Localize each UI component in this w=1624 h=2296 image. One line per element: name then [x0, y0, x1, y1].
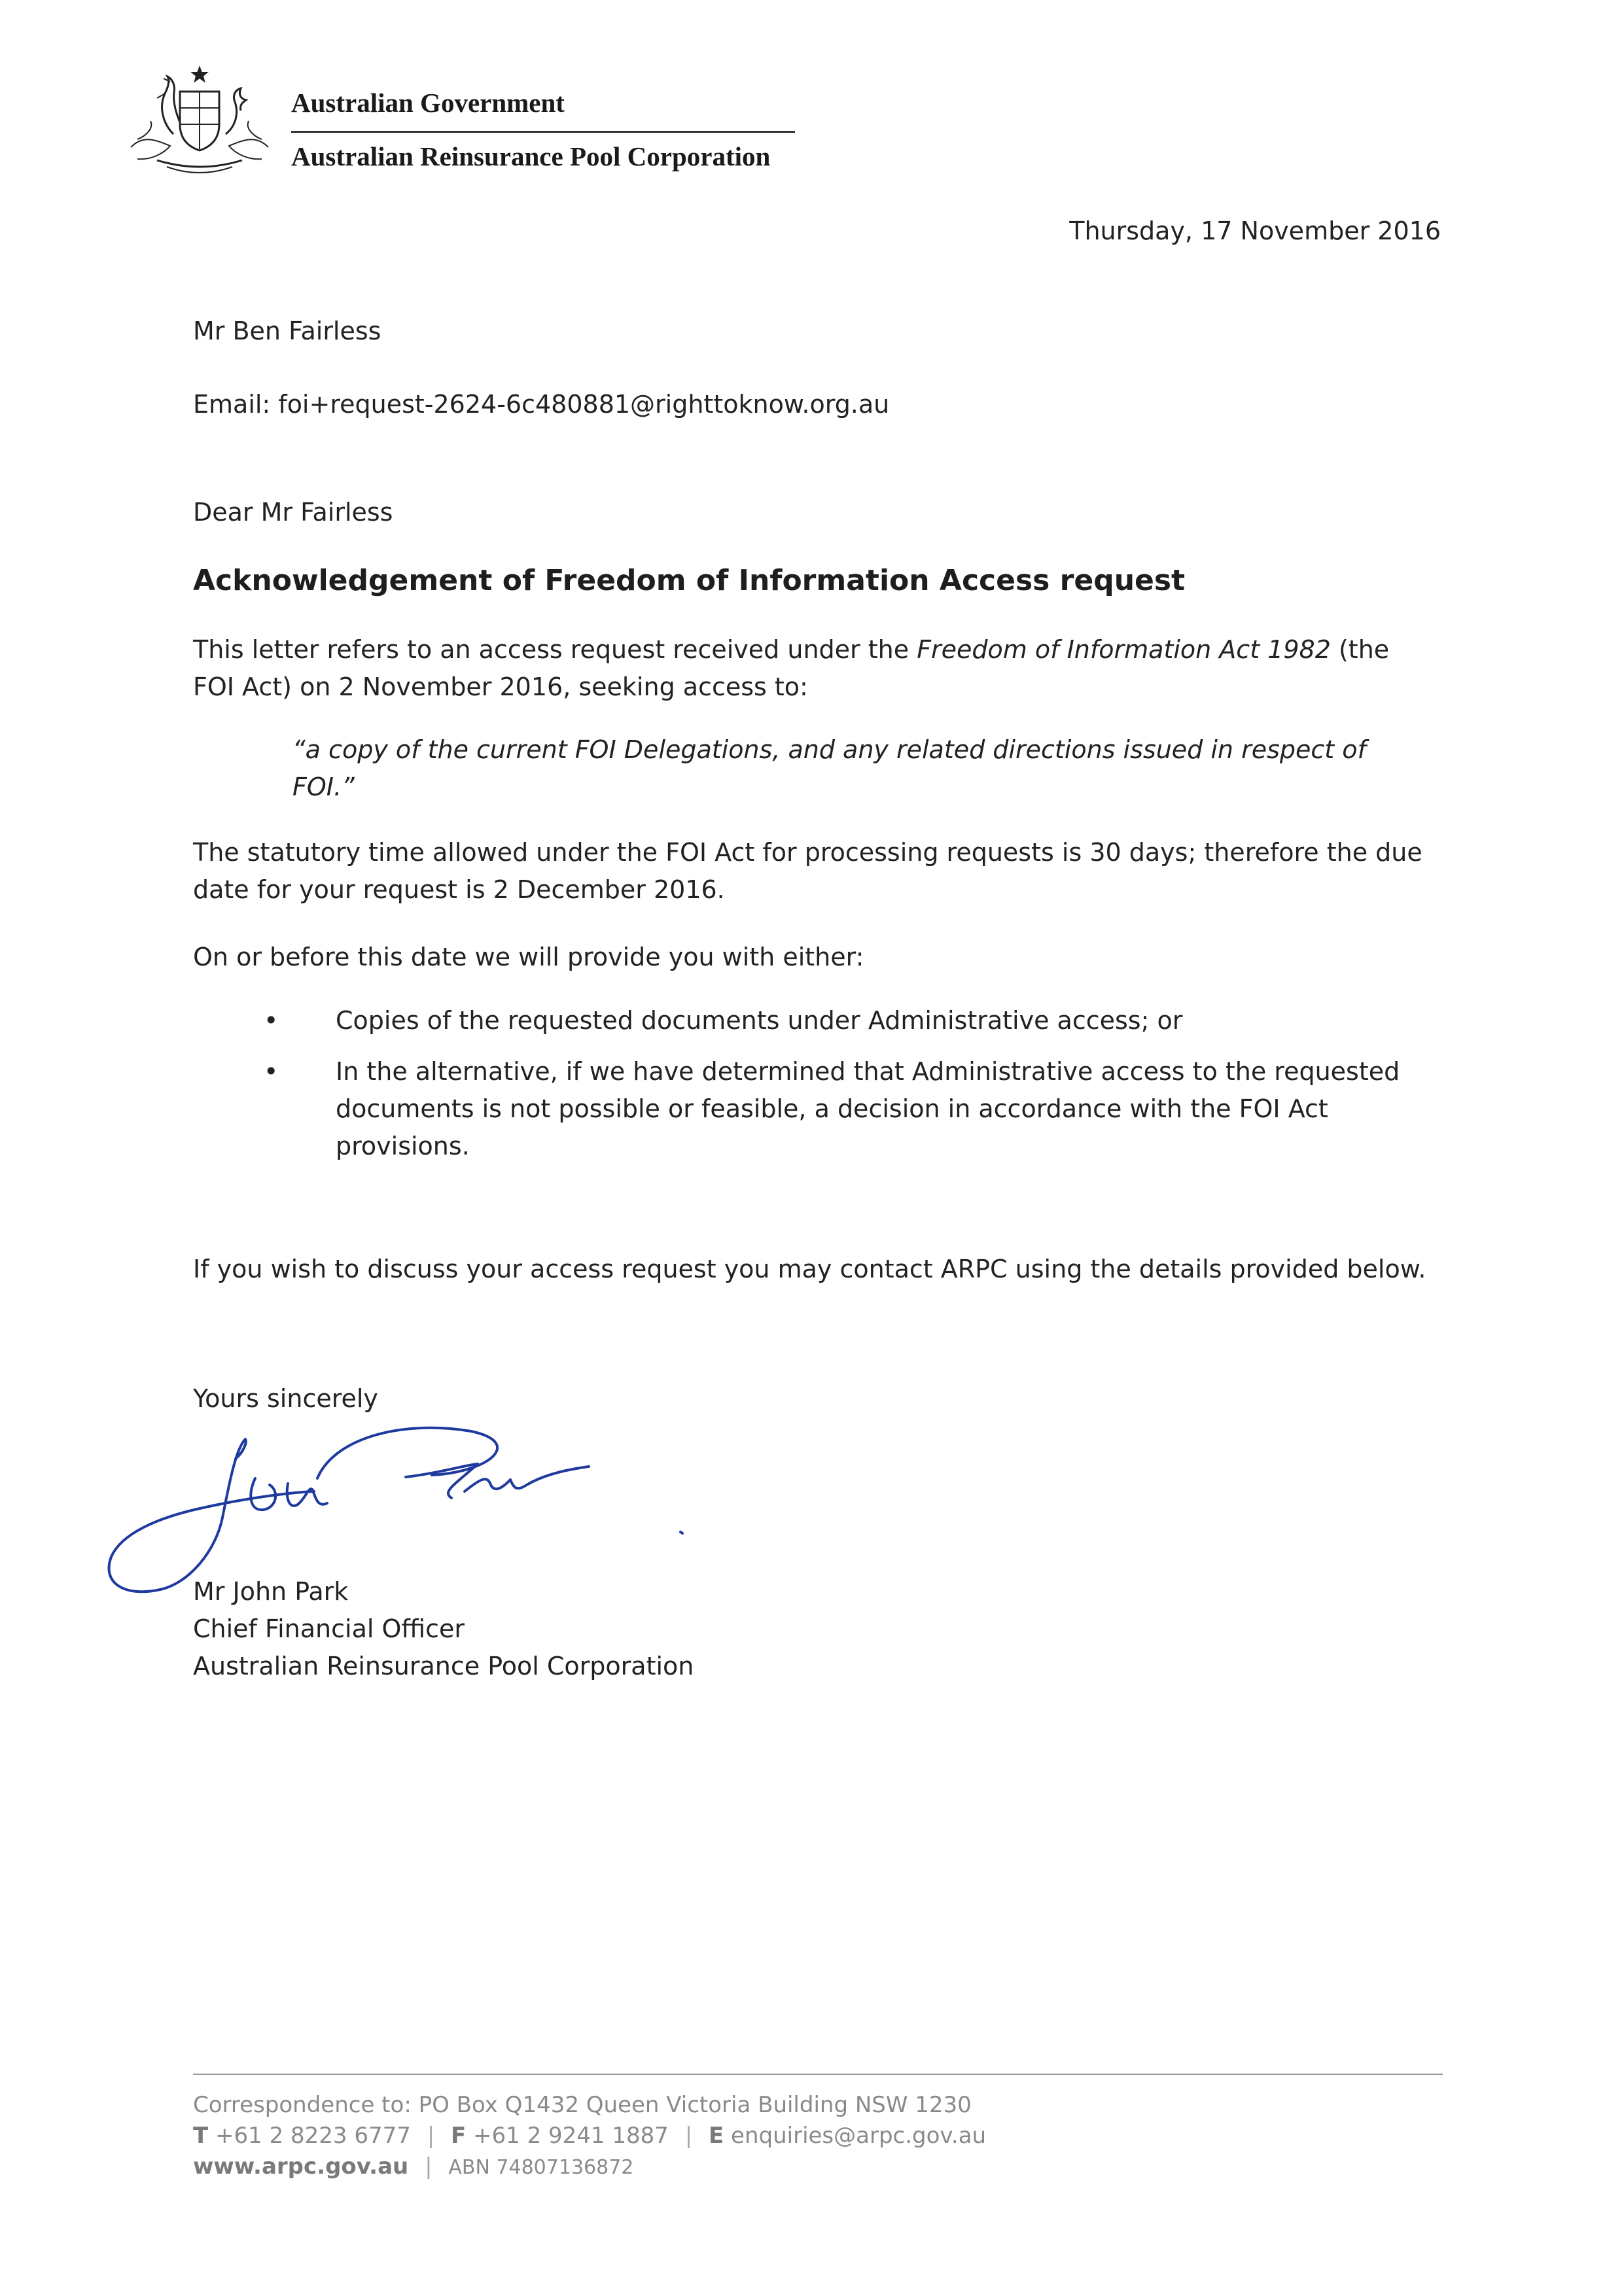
fax-label: F	[450, 2123, 467, 2149]
footer-correspondence: Correspondence to: PO Box Q1432 Queen Victoria Building NSW 1230	[193, 2092, 972, 2118]
signatory-title: Chief Financial Officer	[193, 1614, 465, 1643]
organisation-title: Australian Reinsurance Pool Corporation	[291, 141, 771, 171]
footer-email-link[interactable]: enquiries@arpc.gov.au	[731, 2123, 987, 2149]
separator: |	[425, 2153, 432, 2180]
separator: |	[684, 2123, 693, 2149]
bullet-icon: •	[264, 1006, 279, 1035]
email-label: E	[709, 2123, 724, 2149]
footer-contact-line	[193, 2123, 986, 2149]
salutation: Dear Mr Fairless	[193, 498, 393, 527]
coat-of-arms-crest-icon	[118, 62, 281, 180]
recipient-email: Email: foi+request-2624-6c480881@righttoknow.org.au	[193, 390, 890, 419]
list-item-text: Copies of the requested documents under Administrative access; or	[336, 1006, 1183, 1035]
paragraph-intro-options: On or before this date we will provide you with either:	[193, 943, 864, 971]
paragraph-due-date: The statutory time allowed under the FOI Act for processing requests is 30 days; therefore the due date for your request is 2 December 2016.	[193, 838, 1422, 904]
footer-divider	[193, 2074, 1443, 2075]
recipient-name: Mr Ben Fairless	[193, 317, 381, 345]
request-quote: “a copy of the current FOI Delegations, and any related directions issued in respect of FOI.”	[292, 735, 1366, 801]
separator: |	[427, 2123, 435, 2149]
website-link[interactable]: www.arpc.gov.au	[193, 2153, 409, 2180]
act-title: Freedom of Information Act 1982	[917, 635, 1331, 664]
fax-number: +61 2 9241 1887	[473, 2123, 669, 2149]
phone-label: T	[193, 2123, 209, 2149]
paragraph-text: (the FOI Act) on 2 November 2016, seeking access to:	[193, 635, 1390, 701]
paragraph-contact: If you wish to discuss your access request you may contact ARPC using the details provided below.	[193, 1255, 1426, 1283]
list-item-text: In the alternative, if we have determined that Administrative access to the requested documents is not possible or feasible, a decision in accordance with the FOI Act provisions.	[336, 1057, 1400, 1160]
closing: Yours sincerely	[193, 1384, 378, 1413]
bullet-icon: •	[264, 1057, 279, 1086]
abn-number: ABN 74807136872	[448, 2156, 634, 2179]
government-title: Australian Government	[291, 88, 565, 118]
paragraph-request-reference	[193, 631, 1436, 706]
footer-web-line	[193, 2153, 633, 2180]
letterhead-divider	[291, 131, 795, 133]
letter-date: Thursday, 17 November 2016	[1069, 217, 1441, 245]
letter-heading: Acknowledgement of Freedom of Information Access request	[193, 564, 1186, 597]
phone-number: +61 2 8223 6777	[215, 2123, 411, 2149]
signatory-name: Mr John Park	[193, 1577, 349, 1606]
signatory-organisation: Australian Reinsurance Pool Corporation	[193, 1652, 694, 1680]
paragraph-text: This letter refers to an access request received under the	[193, 635, 917, 664]
handwritten-signature	[98, 1393, 726, 1622]
